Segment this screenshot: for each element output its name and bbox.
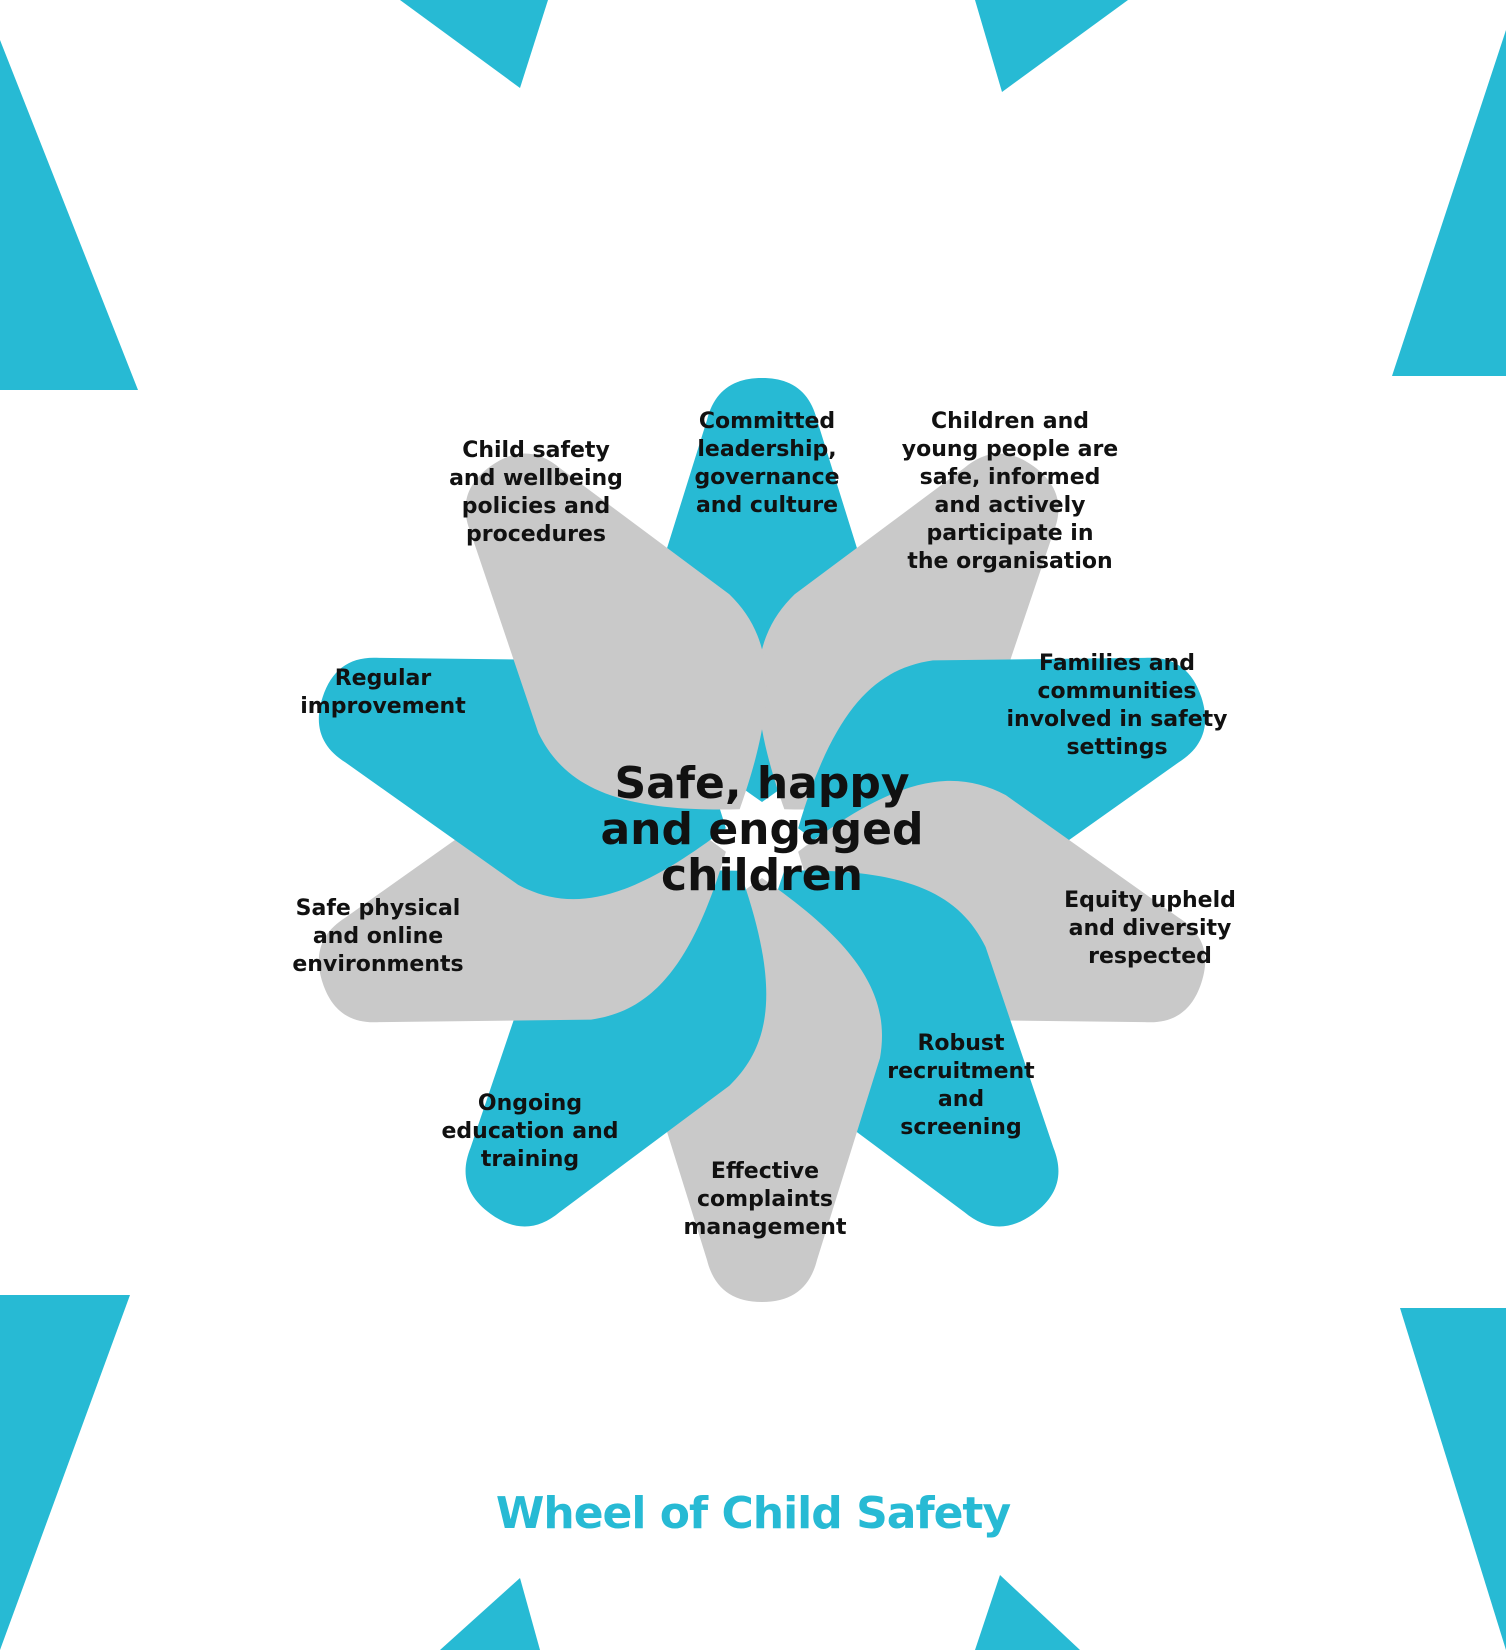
center-label-line: Safe, happy: [614, 758, 910, 809]
petal-label-line: management: [683, 1215, 847, 1240]
petal-label-line: procedures: [466, 522, 606, 547]
petal-label-line: young people are: [901, 437, 1119, 462]
petal-label-line: and: [937, 1087, 985, 1112]
petal-label-line: screening: [900, 1115, 1022, 1140]
center-label-line: and engaged: [600, 804, 924, 855]
bg-triangle-left-upper: [0, 40, 138, 390]
petal-label-line: respected: [1088, 944, 1212, 969]
bg-triangle-right-upper: [1392, 30, 1506, 376]
petal-label-line: and wellbeing: [449, 466, 623, 491]
petal-label-line: Regular: [334, 666, 432, 691]
petal-label-environments: [292, 896, 463, 977]
petal-label-line: education and: [441, 1119, 619, 1144]
petal-label-line: settings: [1066, 735, 1168, 760]
petal-label-line: and actively: [934, 493, 1086, 518]
petal-label-line: the organisation: [907, 549, 1113, 574]
petal-label-line: participate in: [926, 521, 1094, 546]
petal-label-line: Committed: [698, 409, 836, 434]
petal-label-line: training: [480, 1147, 580, 1172]
petal-label-line: Families and: [1038, 651, 1196, 676]
petal-label-line: and online: [312, 924, 444, 949]
petal-label-line: and culture: [695, 493, 839, 518]
bg-triangle-bottom-right: [975, 1575, 1080, 1650]
petal-label-line: improvement: [300, 694, 466, 719]
petal-label-line: governance: [694, 465, 840, 490]
petal-label-line: leadership,: [697, 437, 837, 462]
center-label-line: children: [661, 850, 863, 901]
petal-label-line: Children and: [931, 409, 1089, 434]
petal-label-line: complaints: [696, 1187, 834, 1212]
petal-label-line: Equity upheld: [1064, 888, 1236, 913]
petal-label-line: recruitment: [887, 1059, 1035, 1084]
petal-label-equity: [1064, 888, 1236, 969]
petal-label-line: communities: [1037, 679, 1197, 704]
petal-label-line: and diversity: [1068, 916, 1232, 941]
petal-label-line: Safe physical: [295, 896, 461, 921]
bg-triangle-top-right: [975, 0, 1128, 92]
petal-label-line: Robust: [917, 1031, 1005, 1056]
petal-label-line: policies and: [461, 494, 611, 519]
bg-triangle-bottom-left: [440, 1578, 540, 1650]
petal-label-line: environments: [292, 952, 464, 977]
petal-label-line: safe, informed: [919, 465, 1101, 490]
bg-triangle-left-lower: [0, 1295, 130, 1650]
petal-label-line: Ongoing: [477, 1091, 583, 1116]
diagram-title: Wheel of Child Safety: [495, 1488, 1011, 1539]
petal-label-line: Effective: [710, 1159, 820, 1184]
petal-label-line: involved in safety: [1006, 707, 1228, 732]
bg-triangle-right-lower: [1400, 1308, 1506, 1650]
bg-triangle-top-left: [400, 0, 548, 88]
petal-label-line: Child safety: [462, 438, 610, 463]
